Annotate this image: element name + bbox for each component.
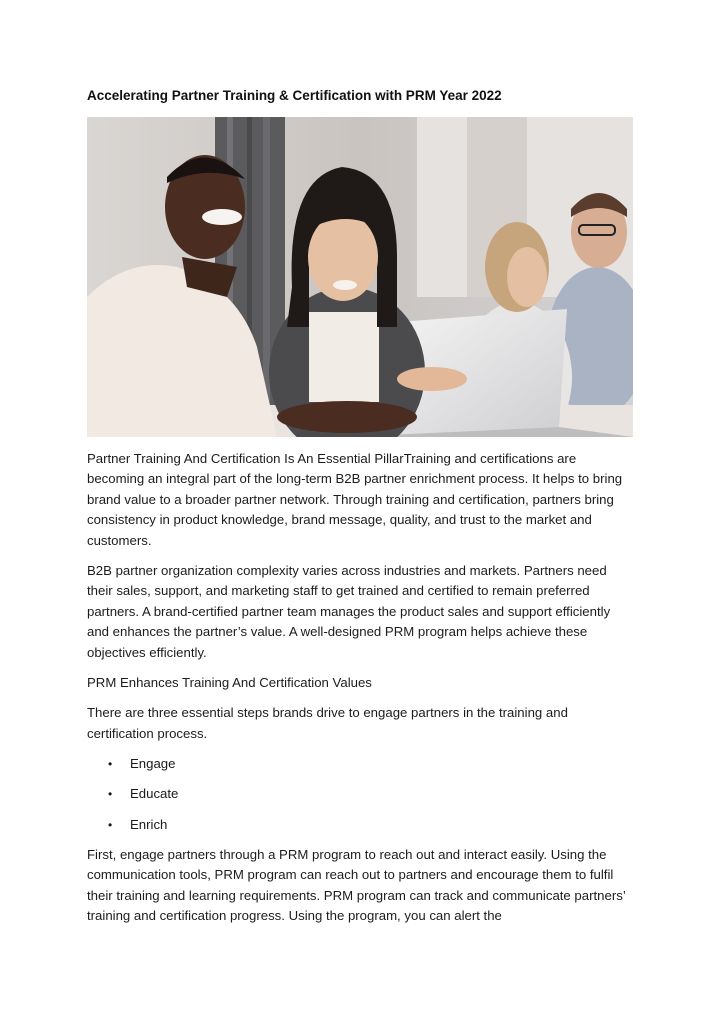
bullet-icon: • [108, 787, 113, 802]
bullet-icon: • [108, 817, 113, 832]
section-heading: PRM Enhances Training And Certification Values [87, 675, 372, 691]
bullet-icon: • [108, 757, 113, 772]
paragraph-intro: Partner Training And Certification Is An Essential PillarTraining and certifications are becoming an integral part of the long-term B2B partner enrichment process. It helps to bring brand value to a broader partner network. Through training and certification, partners bring consistency in product knowledge, brand message, quality, and trust to the market and customers. [87, 451, 623, 548]
team-training-photo [87, 117, 633, 437]
document-title: Accelerating Partner Training & Certification with PRM Year 2022 [87, 88, 502, 103]
paragraph-complexity: B2B partner organization complexity varies across industries and markets. Partners need their sales, support, and marketing staff to get trained and certified to remain preferred partners. A brand-certified partner team manages the product sales and support efficiently and enhances the partner’s value. A well-designed PRM program helps achieve these objectives efficiently. [87, 563, 611, 660]
step-label: Educate [130, 786, 179, 802]
paragraph-steps-intro: There are three essential steps brands drive to engage partners in the training and certification process. [87, 705, 568, 741]
step-label: Enrich [130, 816, 168, 832]
list-item [87, 784, 635, 804]
step-label: Engage [130, 756, 176, 772]
paragraph-engage: First, engage partners through a PRM program to reach out and interact easily. Using the communication tools, PRM program can reach out to partners and encourage them to fulfil their training and learning requirements. PRM program can track and communicate partners’ training and certification progress. Using the program, you can alert the [87, 846, 626, 924]
document-content [87, 86, 635, 927]
list-item [87, 815, 635, 835]
steps-list [87, 754, 635, 835]
list-item [87, 754, 635, 774]
